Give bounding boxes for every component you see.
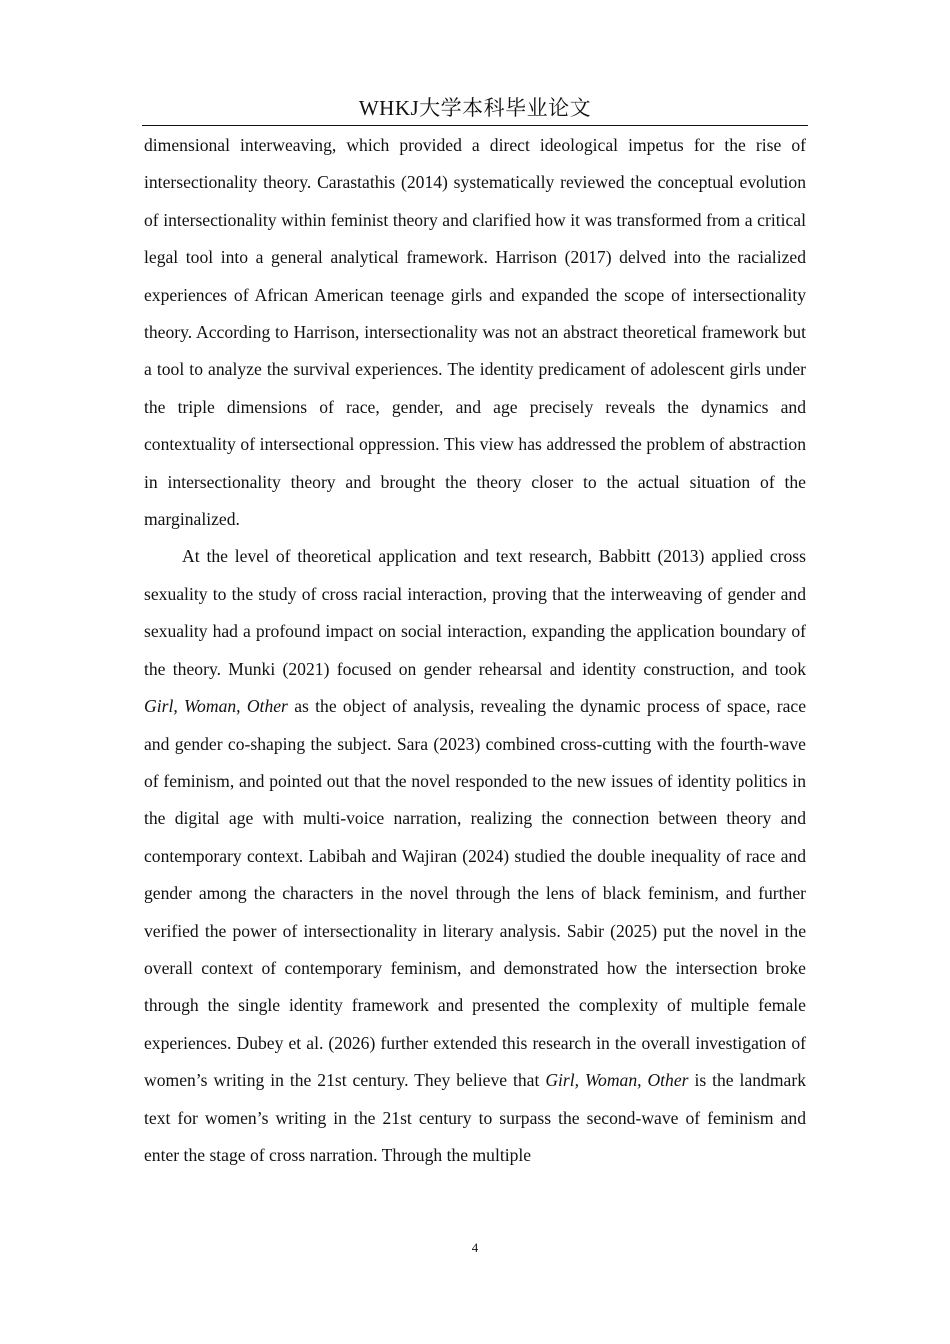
book-title: Girl, Woman, Other [144,696,288,717]
book-title: Girl, Woman, Other [545,1070,689,1091]
paragraph [144,127,806,538]
running-header: WHKJ大学本科毕业论文 [358,96,592,120]
paragraph-text: At the level of theoretical application and text research, Babbitt (2013) applied cross sexuality to the study of cross racial interaction, proving that the interweaving of gender and sexuality had a profound impact on social interaction, expanding the application boundary of the theory. Munki (2021) focused on gender rehearsal and identity construction, and took [144,546,806,679]
paragraph-text: dimensional interweaving, which provided a direct ideological impetus for the rise of intersectionality theory. Carastathis (2014) systematically reviewed the conceptual evolution of intersectionality within feminist theory and clarified how it was transformed from a critical legal tool into a general analytical framework. Harrison (2017) delved into the racialized experiences of African American teenage girls and expanded the scope of intersectionality theory. According to Harrison, intersectionality was not an abstract theoretical framework but a tool to analyze the survival experiences. The identity predicament of adolescent girls under the triple dimensions of race, gender, and age precisely reveals the dynamics and contextuality of intersectional oppression. This view has addressed the problem of abstraction in intersectionality theory and brought the theory closer to the actual situation of the marginalized. [144,135,806,530]
paragraph [144,538,806,1174]
paragraph-text: is the landmark text for women’s writing in the 21st century to surpass the second-wave of feminism and enter the stage of cross narration. Through the multiple [144,1070,806,1165]
header-rule [142,125,808,126]
body-text [144,127,806,1174]
page-number: 4 [471,1240,479,1255]
paragraph-text: as the object of analysis, revealing the dynamic process of space, race and gender co-shaping the subject. Sara (2023) combined cross-cutting with the fourth-wave of feminism, and pointed out that the novel responded to the new issues of identity politics in the digital age with multi-voice narration, realizing the connection between theory and contemporary context. Labibah and Wajiran (2024) studied the double inequality of race and gender among the characters in the novel through the lens of black feminism, and further verified the power of intersectionality in literary analysis. Sabir (2025) put the novel in the overall context of contemporary feminism, and demonstrated how the intersection broke through the single identity framework and presented the complexity of multiple female experiences. Dubey et al. (2026) further extended this research in the overall investigation of women’s writing in the 21st century. They believe that [144,696,807,1091]
